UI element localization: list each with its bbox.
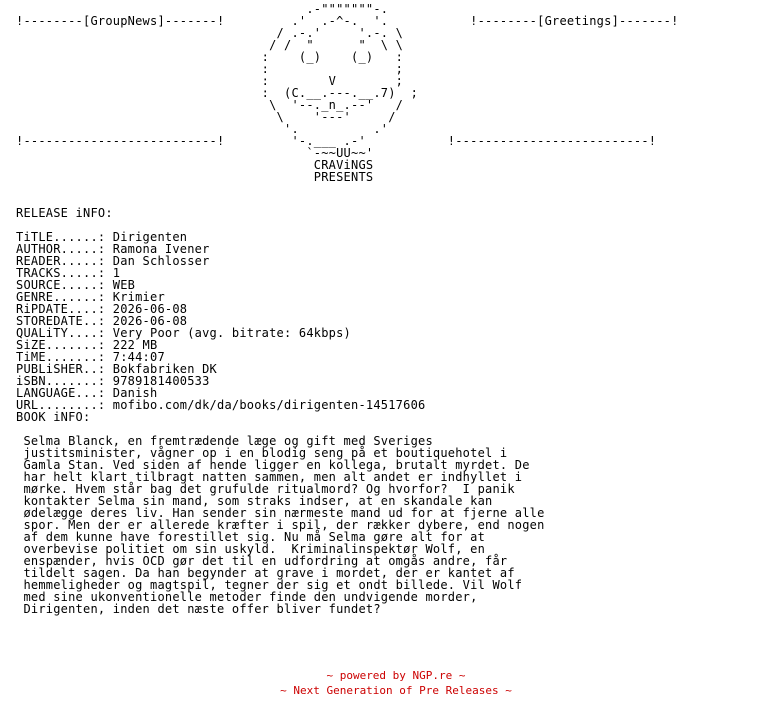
footer-tagline: ~ Next Generation of Pre Releases ~ bbox=[280, 684, 512, 697]
footer-powered-by: ~ powered by NGP.re ~ bbox=[326, 669, 466, 682]
nfo-text: .-"""""""-. !--------[GroupNews]-------! .' .-^-. '. !--------[Greetings]-------! / .-.' '.-. \ / / " " \ \ : (_) (_) : : ; : V ; : (C.__.---.__.7) ; \ '--._n_.--' / \ '---' / '. .' !--------------------------! '-.___ .-' !--------------------------! `-~~UU~~' CRAViNGS PRESENTS RELEASE iNFO: TiTLE......: Dirigenten AUTHOR.....: Ramona Ivener READER.....: Dan Schlosser TRACKS.....: 1 SOURCE.....: WEB GENRE......: Krimier RiPDATE....: 2026-06-08 STOREDATE..: 2026-06-08 QUALiTY....: Very Poor (avg. bitrate: 64kbps) SiZE.......: 222 MB TiME.......: 7:44:07 PUBLiSHER..: Bokfabriken DK iSBN.......: 9789181400533 LANGUAGE...: Danish URL........: mofibo.com/dk/da/books/dirigenten-14517606 BOOK iNFO: Selma Blanck, en fremtrædende læge og gift med Sveriges justitsminister, vågner op i en blodig seng på et boutiquehotel i Gamla Stan. Ved siden af hende ligger en kollega, brutalt myrdet. De har helt klart tilbragt natten sammen, men alt andet er indhyllet i mørke. Hvem står bag det grufulde ritualmord? Og hvorfor? I panik kontakter Selma sin mand, som straks indser, at en skandale kan ødelægge deres liv. Han sender sin nærmeste mand ud for at fjerne alle spor. Men der er allerede kræfter i spil, der rækker dybere, end nogen af dem kunne have forestillet sig. Nu må Selma gøre alt for at overbevise politiet om sin uskyld. Kriminalinspektør Wolf, en enspænder, hvis OCD gør det til en udfordring at omgås andre, får tildelt sagen. Da han begynder at grave i mordet, der er kantet af hemmeligheder og magtspil, tegner der sig et ondt billede. Vil Wolf med sine ukonventionelle metoder finde den undvigende morder, Dirigenten, inden det næste offer bliver fundet? bbox=[16, 2, 679, 616]
